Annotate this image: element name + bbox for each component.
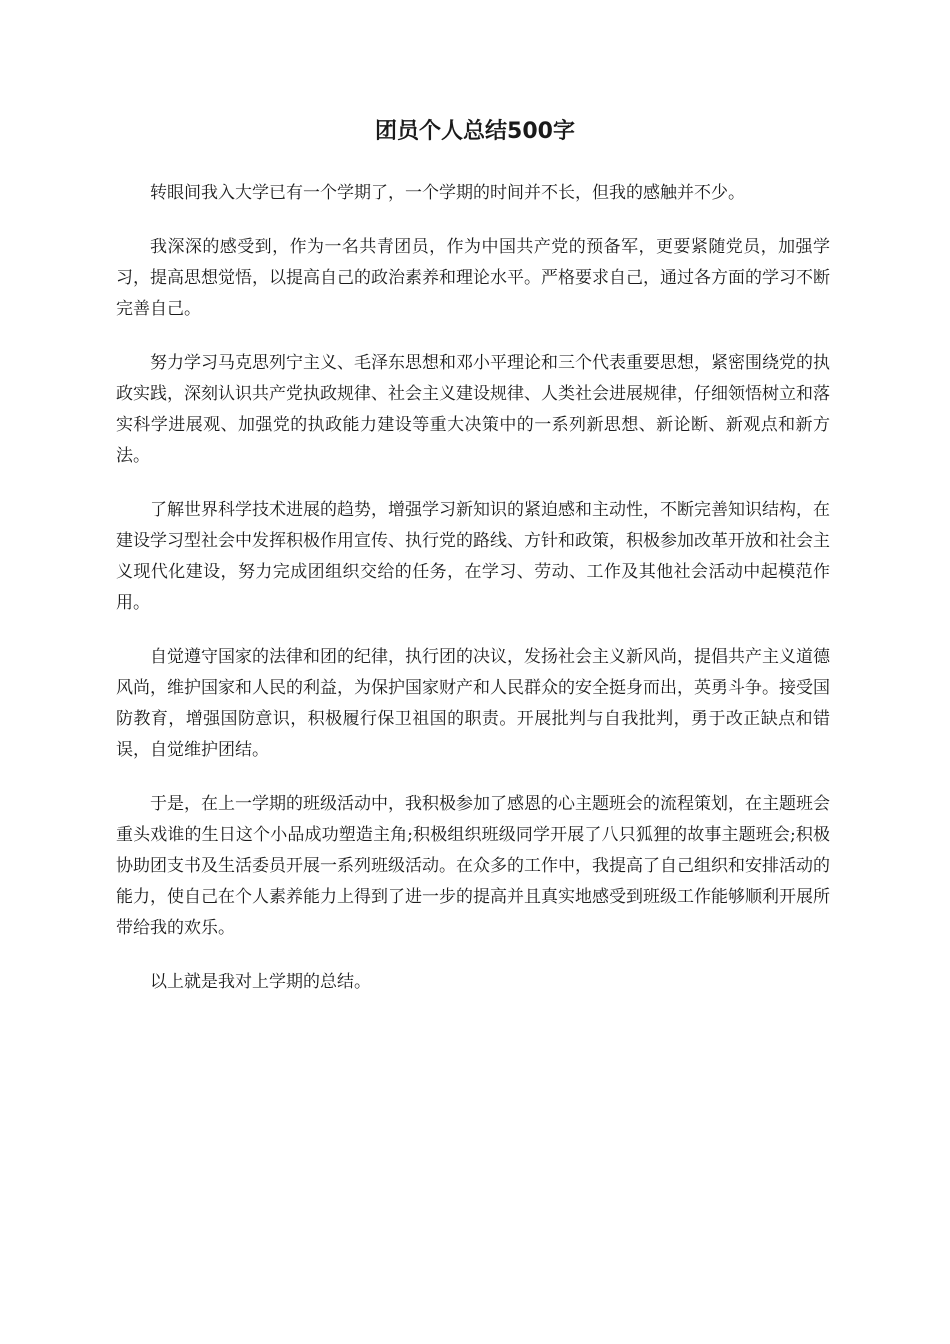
paragraph-1: 转眼间我入大学已有一个学期了，一个学期的时间并不长，但我的感触并不少。	[150, 183, 745, 203]
paragraph-4: 了解世界科学技术进展的趋势，增强学习新知识的紧迫感和主动性，不断完善知识结构，在建设学习型社会中发挥积极作用宣传、执行党的路线、方针和政策，积极参加改革开放和社会主义现代化建设，努力完成团组织交给的任务，在学习、劳动、工作及其他社会活动中起模范作用。	[116, 500, 830, 613]
paragraph-3: 努力学习马克思列宁主义、毛泽东思想和邓小平理论和三个代表重要思想，紧密围绕党的执政实践，深刻认识共产党执政规律、社会主义建设规律、人类社会进展规律，仔细领悟树立和落实科学进展观、加强党的执政能力建设等重大决策中的一系列新思想、新论断、新观点和新方法。	[116, 353, 830, 466]
document-body	[116, 178, 830, 1021]
paragraph-7: 以上就是我对上学期的总结。	[150, 972, 371, 992]
paragraph-2: 我深深的感受到，作为一名共青团员，作为中国共产党的预备军，更要紧随党员，加强学习，提高思想觉悟，以提高自己的政治素养和理论水平。严格要求自己，通过各方面的学习不断完善自己。	[116, 237, 830, 319]
paragraph-5: 自觉遵守国家的法律和团的纪律，执行团的决议，发扬社会主义新风尚，提倡共产主义道德风尚，维护国家和人民的利益，为保护国家财产和人民群众的安全挺身而出，英勇斗争。接受国防教育，增强国防意识，积极履行保卫祖国的职责。开展批判与自我批判，勇于改正缺点和错误，自觉维护团结。	[116, 647, 830, 760]
document-title: 团员个人总结500字	[375, 119, 575, 144]
paragraph-6: 于是，在上一学期的班级活动中，我积极参加了感恩的心主题班会的流程策划，在主题班会重头戏谁的生日这个小品成功塑造主角;积极组织班级同学开展了八只狐狸的故事主题班会;积极协助团支书及生活委员开展一系列班级活动。在众多的工作中，我提高了自己组织和安排活动的能力，使自己在个人素养能力上得到了进一步的提高并且真实地感受到班级工作能够顺利开展所带给我的欢乐。	[116, 794, 831, 938]
